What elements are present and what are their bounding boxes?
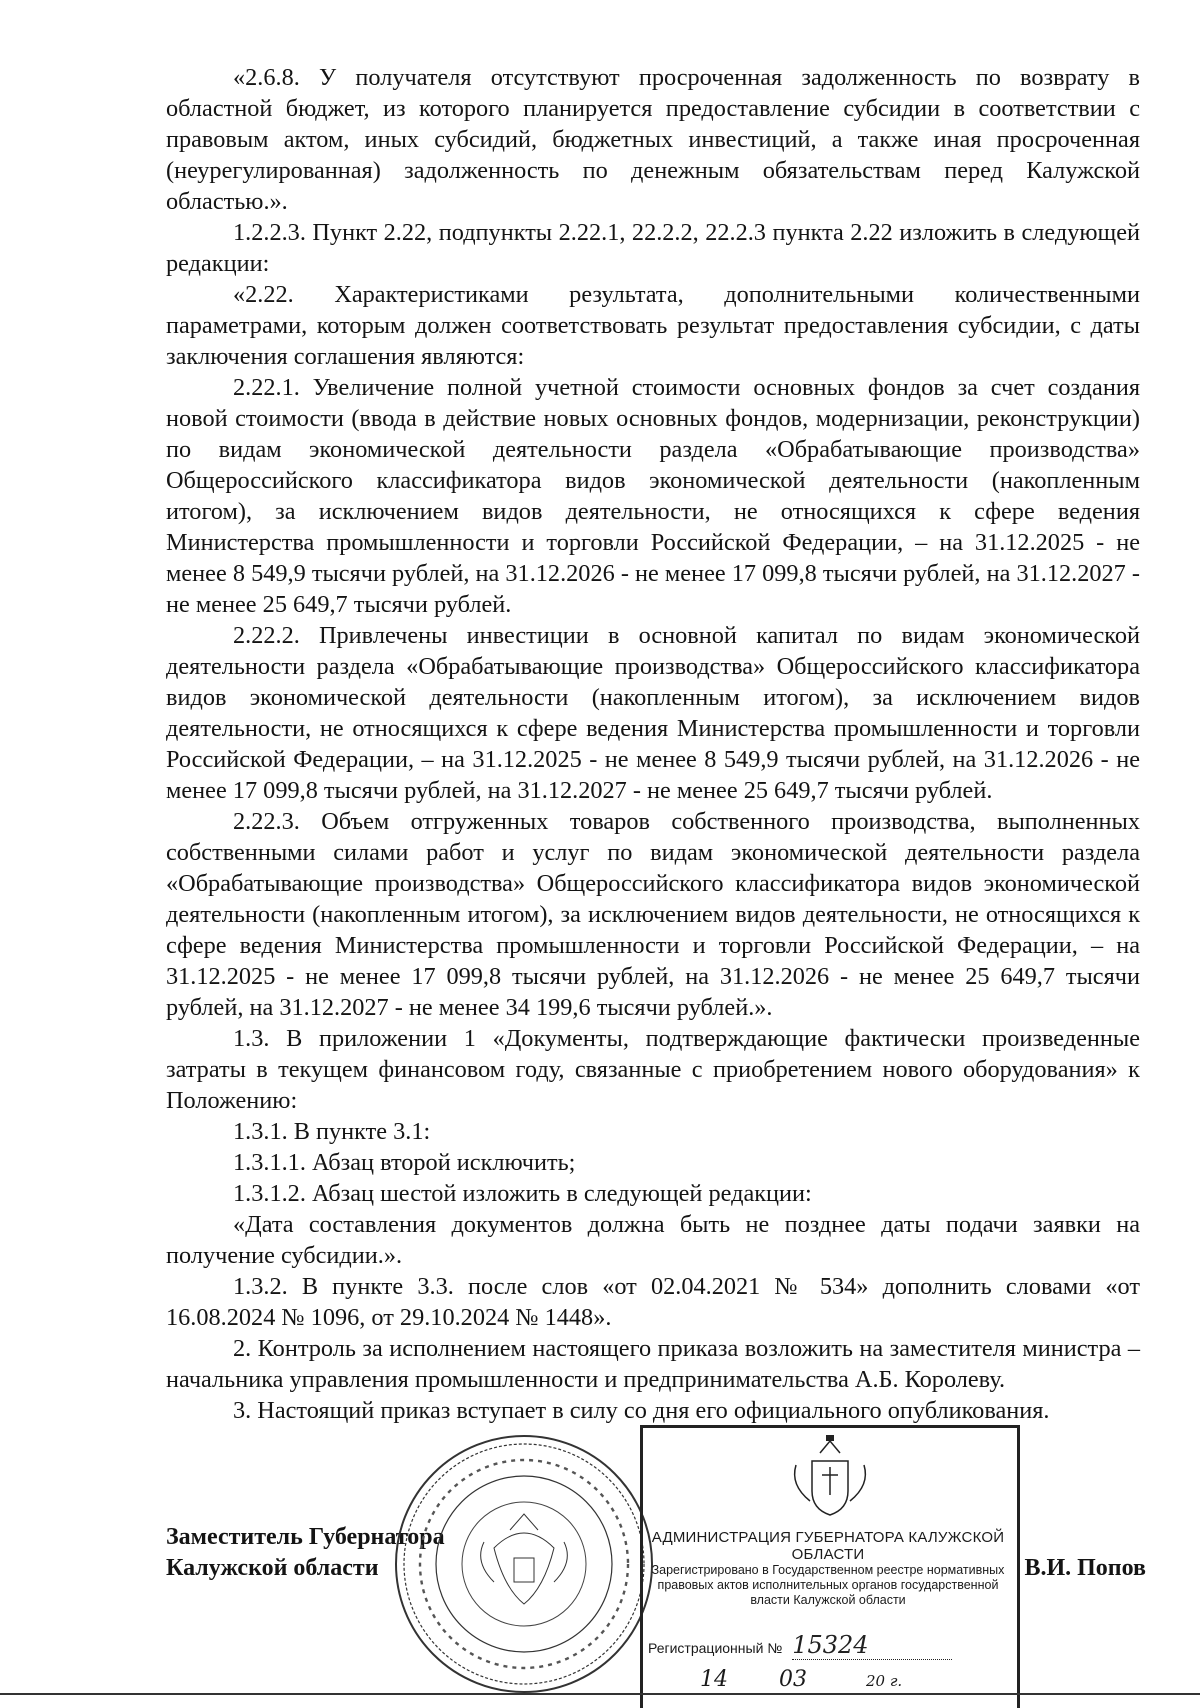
- paragraph: «Дата составления документов должна быть не позднее даты подачи заявки на получение субсидии.».: [166, 1211, 1140, 1269]
- coat-of-arms-icon: [782, 1431, 878, 1521]
- paragraph: 1.3.1.1. Абзац второй исключить;: [233, 1149, 576, 1176]
- registration-stamp: [640, 1425, 1020, 1697]
- paragraph: 2.22.1. Увеличение полной учетной стоимости основных фондов за счет создания новой стоимости (ввода в действие новых основных фондов, модернизации, реконструкции) по видам экономической деятельности раздела «Обрабатывающие производства» Общероссийского классификатора видов экономической деятельности (накопленным итогом), за исключением видов деятельности, не относящихся к сфере ведения Министерства промышленности и торговли Российской Федерации, – на 31.12.2025 - не менее 8 549,9 тысячи рублей, на 31.12.2026 - не менее 17 099,8 тысячи рублей, на 31.12.2027 - не менее 25 649,7 тысячи рублей.: [166, 374, 1140, 618]
- stamp-number-row: [648, 1631, 1008, 1660]
- paragraph: 1.3.2. В пункте 3.3. после слов «от 02.04.2021 № 534» дополнить словами «от 16.08.2024 № 1096, от 29.10.2024 № 1448».: [166, 1273, 1140, 1331]
- signatory-name: В.И. Попов: [1024, 1555, 1146, 1581]
- stamp-date-day: 14: [700, 1667, 728, 1692]
- stamp-date: [700, 1667, 1000, 1692]
- page-bottom-rule: [0, 1693, 1200, 1695]
- paragraph: 1.3.1.2. Абзац шестой изложить в следующей редакции:: [233, 1180, 812, 1207]
- document-body: [166, 62, 1140, 1426]
- paragraph: 1.3.1. В пункте 3.1:: [233, 1118, 431, 1145]
- paragraph: «2.6.8. У получателя отсутствуют просроченная задолженность по возврату в областной бюджет, из которого планируется предоставление субсидии в соответствии с правовым актом, иных субсидий, бюджетных инвестиций, а также иная просроченная (неурегулированная) задолженность по денежным обязательствам перед Калужской областью.».: [166, 64, 1140, 215]
- paragraph: 2.22.2. Привлечены инвестиции в основной капитал по видам экономической деятельности раздела «Обрабатывающие производства» Общероссийского классификатора видов экономической деятельности (накопленным итогом), за исключением видов деятельности, не относящихся к сфере ведения Министерства промышленности и торговли Российской Федерации, – на 31.12.2025 - не менее 8 549,9 тысячи рублей, на 31.12.2026 - не менее 17 099,8 тысячи рублей, на 31.12.2027 - не менее 25 649,7 тысячи рублей.: [166, 622, 1140, 804]
- paragraph: 2. Контроль за исполнением настоящего приказа возложить на заместителя министра – начальника управления промышленности и предпринимательства А.Б. Королеву.: [166, 1335, 1140, 1393]
- stamp-number-label: Регистрационный №: [648, 1640, 783, 1656]
- stamp-number-value: 15324: [792, 1631, 952, 1660]
- paragraph: 1.2.2.3. Пункт 2.22, подпункты 2.22.1, 22.2.2, 22.2.3 пункта 2.22 изложить в следующей редакции:: [166, 219, 1140, 277]
- paragraph: 1.3. В приложении 1 «Документы, подтверждающие фактически произведенные затраты в текущем финансовом году, связанные с приобретением нового оборудования» к Положению:: [166, 1025, 1140, 1114]
- signatory-position-line2: Калужской области: [166, 1555, 379, 1581]
- stamp-organization: АДМИНИСТРАЦИЯ ГУБЕРНАТОРА КАЛУЖСКОЙ ОБЛАСТИ: [651, 1529, 1005, 1563]
- stamp-registered-text: Зарегистрировано в Государственном реестре нормативных правовых актов исполнительных органов государственной власти Калужской области: [651, 1563, 1005, 1607]
- paragraph: 2.22.3. Объем отгруженных товаров собственного производства, выполненных собственными силами работ и услуг по видам экономической деятельности раздела «Обрабатывающие производства» Общероссийского классификатора видов экономической деятельности (накопленным итогом), за исключением видов деятельности, не относящихся к сфере ведения Министерства промышленности и торговли Российской Федерации, – на 31.12.2025 - не менее 17 099,8 тысячи рублей, на 31.12.2026 - не менее 25 649,7 тысячи рублей, на 31.12.2027 - не менее 34 199,6 тысячи рублей.».: [166, 808, 1140, 1021]
- stamp-date-year: 20 г.: [866, 1672, 903, 1690]
- paragraph: 3. Настоящий приказ вступает в силу со дня его официального опубликования.: [233, 1397, 1050, 1424]
- official-seal: [390, 1430, 658, 1698]
- stamp-date-month: 03: [779, 1667, 807, 1692]
- signatory-position-line1: Заместитель Губернатора: [166, 1524, 445, 1550]
- paragraph: «2.22. Характеристиками результата, дополнительными количественными параметрами, которым должен соответствовать результат предоставления субсидии, с даты заключения соглашения являются:: [166, 281, 1140, 370]
